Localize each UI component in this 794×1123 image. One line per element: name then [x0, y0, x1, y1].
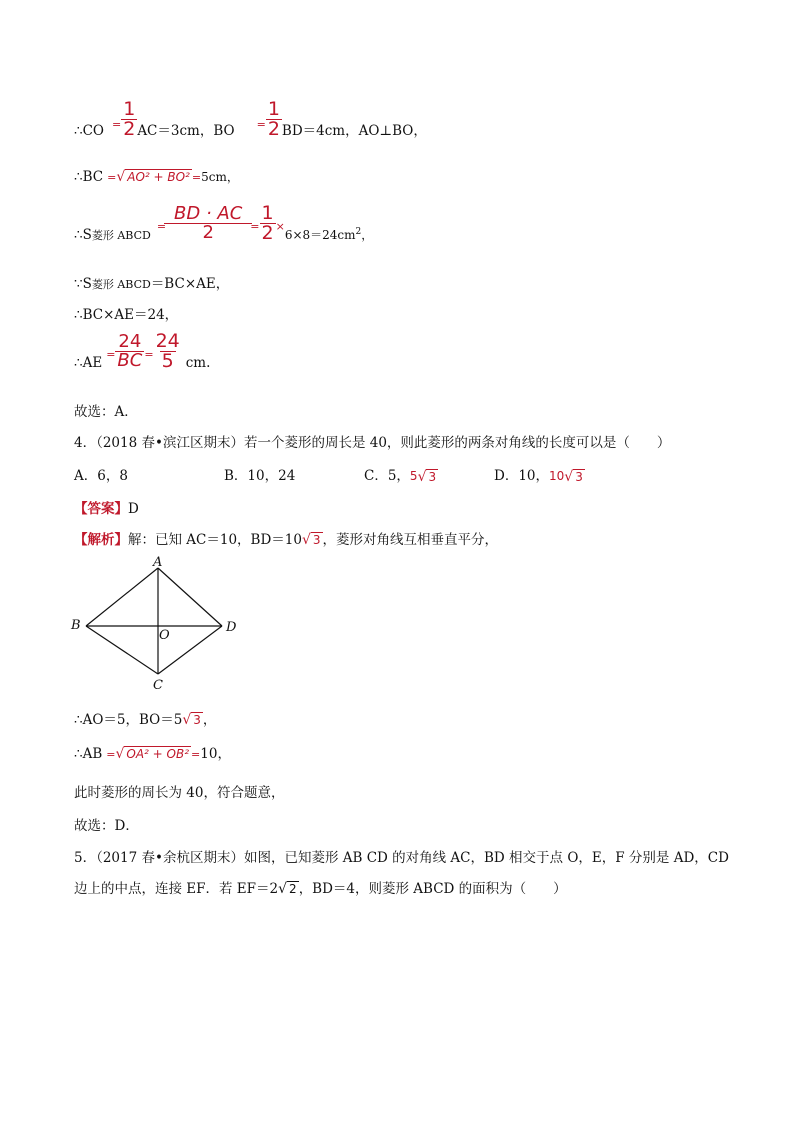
analysis-label: 【解析】: [74, 532, 128, 548]
side-ab: [86, 568, 158, 626]
side-bc: [86, 626, 158, 674]
text: cm.: [185, 355, 211, 371]
fraction-numerator: 1: [267, 98, 280, 120]
subscript: 菱形 ABCD: [91, 229, 151, 242]
text: BD＝4cm，AO⊥BO，: [281, 123, 427, 139]
fraction-area: [166, 205, 250, 242]
equals-sign: =: [144, 348, 154, 361]
radicand: 3: [575, 470, 583, 484]
answer-value: D: [128, 501, 139, 517]
option-d: [494, 464, 585, 485]
solution-line-ab: [74, 742, 231, 762]
subscript: 菱形 ABCD: [91, 278, 151, 291]
superscript: 2: [355, 227, 362, 237]
radicand: 2: [289, 882, 297, 896]
text: 此时菱形的周长为 40，符合题意，: [74, 785, 285, 801]
text: [285, 226, 373, 243]
times-sign: ×: [275, 220, 285, 233]
square-root: √ OA² + OB²: [115, 746, 190, 762]
equals-sign: =: [106, 348, 116, 361]
center-label-o: O: [159, 628, 170, 643]
question-text: 4．（2018 春•滨江区期末）若一个菱形的周长是 40，则此菱形的两条对角线的长度可以是（ ）: [74, 435, 671, 451]
area-symbol: ∴S: [74, 227, 92, 243]
fraction-half: [266, 100, 282, 139]
analysis-line: [74, 528, 498, 548]
fraction-denominator: 2: [267, 118, 280, 140]
fraction-24-5: [154, 332, 182, 371]
fraction-denominator: 2: [261, 222, 274, 244]
fraction-half: [260, 204, 276, 243]
area-value: 6×8＝24cm: [284, 228, 356, 242]
vertex-label-b: B: [71, 618, 81, 633]
square-root: 10 √ 3: [549, 469, 583, 485]
rhombus-figure: [68, 556, 248, 696]
question-5-line-1: [74, 846, 729, 866]
solution-line-co-bo: [74, 100, 427, 139]
solution-line-choice-d: [74, 814, 139, 834]
solution-line-ae: [74, 332, 210, 371]
fraction-half: [121, 100, 137, 139]
text: ∴AB: [74, 746, 103, 762]
solution-line-area: [74, 204, 373, 243]
question-5-line-2: [74, 877, 567, 897]
vertex-label-c: C: [153, 678, 163, 693]
text: ∴CO: [74, 123, 104, 139]
option-b: B．10，24: [224, 468, 296, 484]
punctuation: ，: [361, 228, 374, 242]
analysis-text: ，菱形对角线互相垂直平分，: [322, 532, 499, 548]
fraction-numerator: 1: [123, 98, 136, 120]
fraction-denominator: 2: [123, 118, 136, 140]
text: ∴BC: [74, 169, 104, 185]
equals-sign: =: [112, 118, 122, 131]
fraction-denominator: BC: [117, 350, 143, 371]
solution-line-bcae: [74, 303, 178, 323]
equals-sign: =: [156, 220, 167, 233]
answer-line: [74, 497, 139, 517]
solution-line-choice-a: [74, 400, 138, 420]
text: 故选：D．: [74, 818, 139, 834]
square-root: √ 2: [278, 881, 297, 897]
solution-line-bc: [74, 168, 239, 185]
equals-sign: =: [250, 220, 260, 233]
area-symbol: ∵S: [74, 276, 92, 292]
text: ∴AE: [74, 355, 103, 371]
text: AC＝3cm，BO: [137, 123, 235, 139]
square-root: 5 √ 3: [409, 469, 437, 485]
text: ，: [202, 712, 217, 728]
equals-sign: =: [191, 748, 201, 761]
square-root: √ 3: [182, 712, 201, 728]
coefficient: 5: [409, 469, 418, 483]
option-d-label: D．10，: [494, 468, 550, 484]
equals-sign: =: [107, 171, 117, 184]
radicand: 3: [193, 713, 201, 727]
radicand: AO² + BO²: [127, 170, 190, 184]
text: ＝BC×AE，: [150, 276, 230, 292]
fraction-numerator: BD · AC: [174, 203, 243, 224]
fraction-denominator: 2: [164, 223, 252, 242]
question-text: ，BD＝4，则菱形 ABCD 的面积为（ ）: [298, 881, 567, 897]
vertex-label-a: A: [153, 556, 163, 570]
option-c: [364, 464, 494, 485]
solution-line-perimeter: [74, 781, 284, 801]
option-a: A．6，8: [74, 468, 128, 484]
fraction-numerator: 24: [155, 330, 180, 352]
radicand: OA² + OB²: [126, 747, 190, 761]
equals-sign: =: [106, 748, 116, 761]
option-c-label: C．5，: [364, 468, 410, 484]
text: 故选：A．: [74, 404, 138, 420]
answer-label: 【答案】: [74, 501, 128, 517]
question-text: 5．（2017 春•余杭区期末）如图，已知菱形 AB CD 的对角线 AC，BD 相交于点 O，E，F 分别是 AD，CD: [74, 850, 729, 866]
fraction-24-bc: [115, 333, 144, 370]
analysis-text: 解：已知 AC＝10，BD＝10: [128, 532, 302, 548]
radicand: 3: [312, 533, 321, 547]
solution-line-area-bc: [74, 272, 229, 292]
text: 5cm，: [201, 170, 239, 184]
question-text: 边上的中点，连接 EF．若 EF＝2: [74, 881, 279, 897]
square-root: √ 3: [301, 532, 321, 548]
question-4-options: [74, 464, 585, 485]
coefficient: 10: [549, 469, 565, 483]
text: 10，: [200, 746, 231, 762]
fraction-numerator: 24: [118, 331, 142, 352]
side-ad: [158, 568, 222, 626]
fraction-numerator: 1: [261, 202, 274, 224]
radicand: 3: [428, 470, 437, 484]
text: [74, 227, 151, 243]
equals-sign: =: [191, 171, 202, 184]
question-4-stem: [74, 431, 670, 451]
fraction-denominator: 5: [161, 350, 174, 372]
vertex-label-d: D: [226, 620, 237, 635]
text: ∴AO＝5，BO＝5: [74, 712, 183, 728]
equals-sign: =: [256, 118, 266, 131]
text: ∴BC×AE＝24，: [74, 307, 179, 323]
solution-line-ao-bo: [74, 708, 216, 728]
square-root: √ AO² + BO²: [116, 169, 190, 185]
